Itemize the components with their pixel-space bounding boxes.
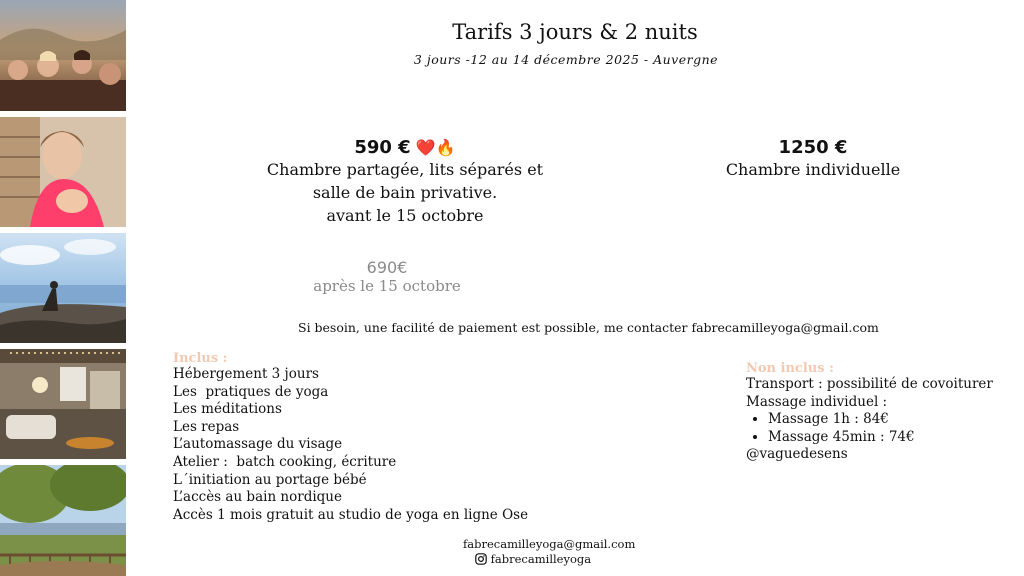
footer (455, 537, 635, 569)
included-item: Atelier : batch cooking, écriture (173, 453, 397, 470)
offer-description-line: salle de bain privative. (312, 183, 498, 202)
late-price: 690€ (366, 258, 408, 277)
offer-description-line: Chambre individuelle (725, 160, 901, 179)
footer-instagram[interactable] (455, 552, 635, 569)
page-subtitle: 3 jours -12 au 14 décembre 2025 - Auvergne (413, 52, 719, 67)
included-item: Accès 1 mois gratuit au studio de yoga en ligne Ose (173, 506, 529, 523)
included-section (173, 351, 533, 524)
included-item: Les repas (173, 418, 240, 435)
not-included-heading: Non inclus : (746, 361, 834, 376)
offer-deadline: avant le 15 octobre (326, 206, 484, 225)
included-item: Les méditations (173, 401, 282, 418)
photo-woman-with-baby (0, 117, 126, 227)
photo-women-in-nordic-bath (0, 0, 126, 111)
late-offer (290, 258, 484, 295)
photo-cozy-living-room (0, 349, 126, 459)
transport-note: Transport : possibilité de covoiturer (746, 376, 993, 392)
instagram-handle: fabrecamilleyoga (490, 552, 592, 566)
photo-garden-landscape (0, 465, 126, 576)
footer-email[interactable]: fabrecamilleyoga@gmail.com (463, 537, 636, 551)
included-item: Hébergement 3 jours (173, 366, 319, 382)
offer-price: 1250 € (778, 137, 848, 158)
included-heading: Inclus : (173, 351, 228, 366)
instagram-icon (475, 553, 487, 569)
offer-price: 590 € (354, 137, 411, 158)
massage-label: Massage individuel : (746, 393, 888, 410)
payment-note: Si besoin, une facilité de paiement est possible, me contacter fabrecamilleyoga@gmail.com (298, 320, 879, 335)
photo-strip (0, 0, 126, 576)
massage-option: • Massage 45min : 74€ (768, 429, 1016, 447)
included-item: L’automassage du visage (173, 436, 343, 453)
included-item: L´initiation au portage bébé (173, 471, 367, 488)
offer-shared-room (255, 137, 555, 227)
offer-description-line: Chambre partagée, lits séparés et (266, 160, 544, 179)
offer-single-room (706, 137, 920, 181)
included-item: Les pratiques de yoga (173, 383, 329, 400)
massage-handle: @vaguedesens (746, 446, 848, 463)
page-title: Tarifs 3 jours & 2 nuits (452, 20, 698, 44)
late-price-note: après le 15 octobre (313, 277, 461, 295)
massage-options (746, 411, 1016, 446)
offer-price-line (255, 137, 555, 158)
included-item: L’accès au bain nordique (173, 489, 342, 506)
massage-option: • Massage 1h : 84€ (768, 411, 1016, 429)
not-included-section (746, 361, 1016, 464)
photo-yoga-on-beach (0, 233, 126, 343)
heart-fire-emoji-icon: ❤️🔥 (415, 138, 456, 157)
